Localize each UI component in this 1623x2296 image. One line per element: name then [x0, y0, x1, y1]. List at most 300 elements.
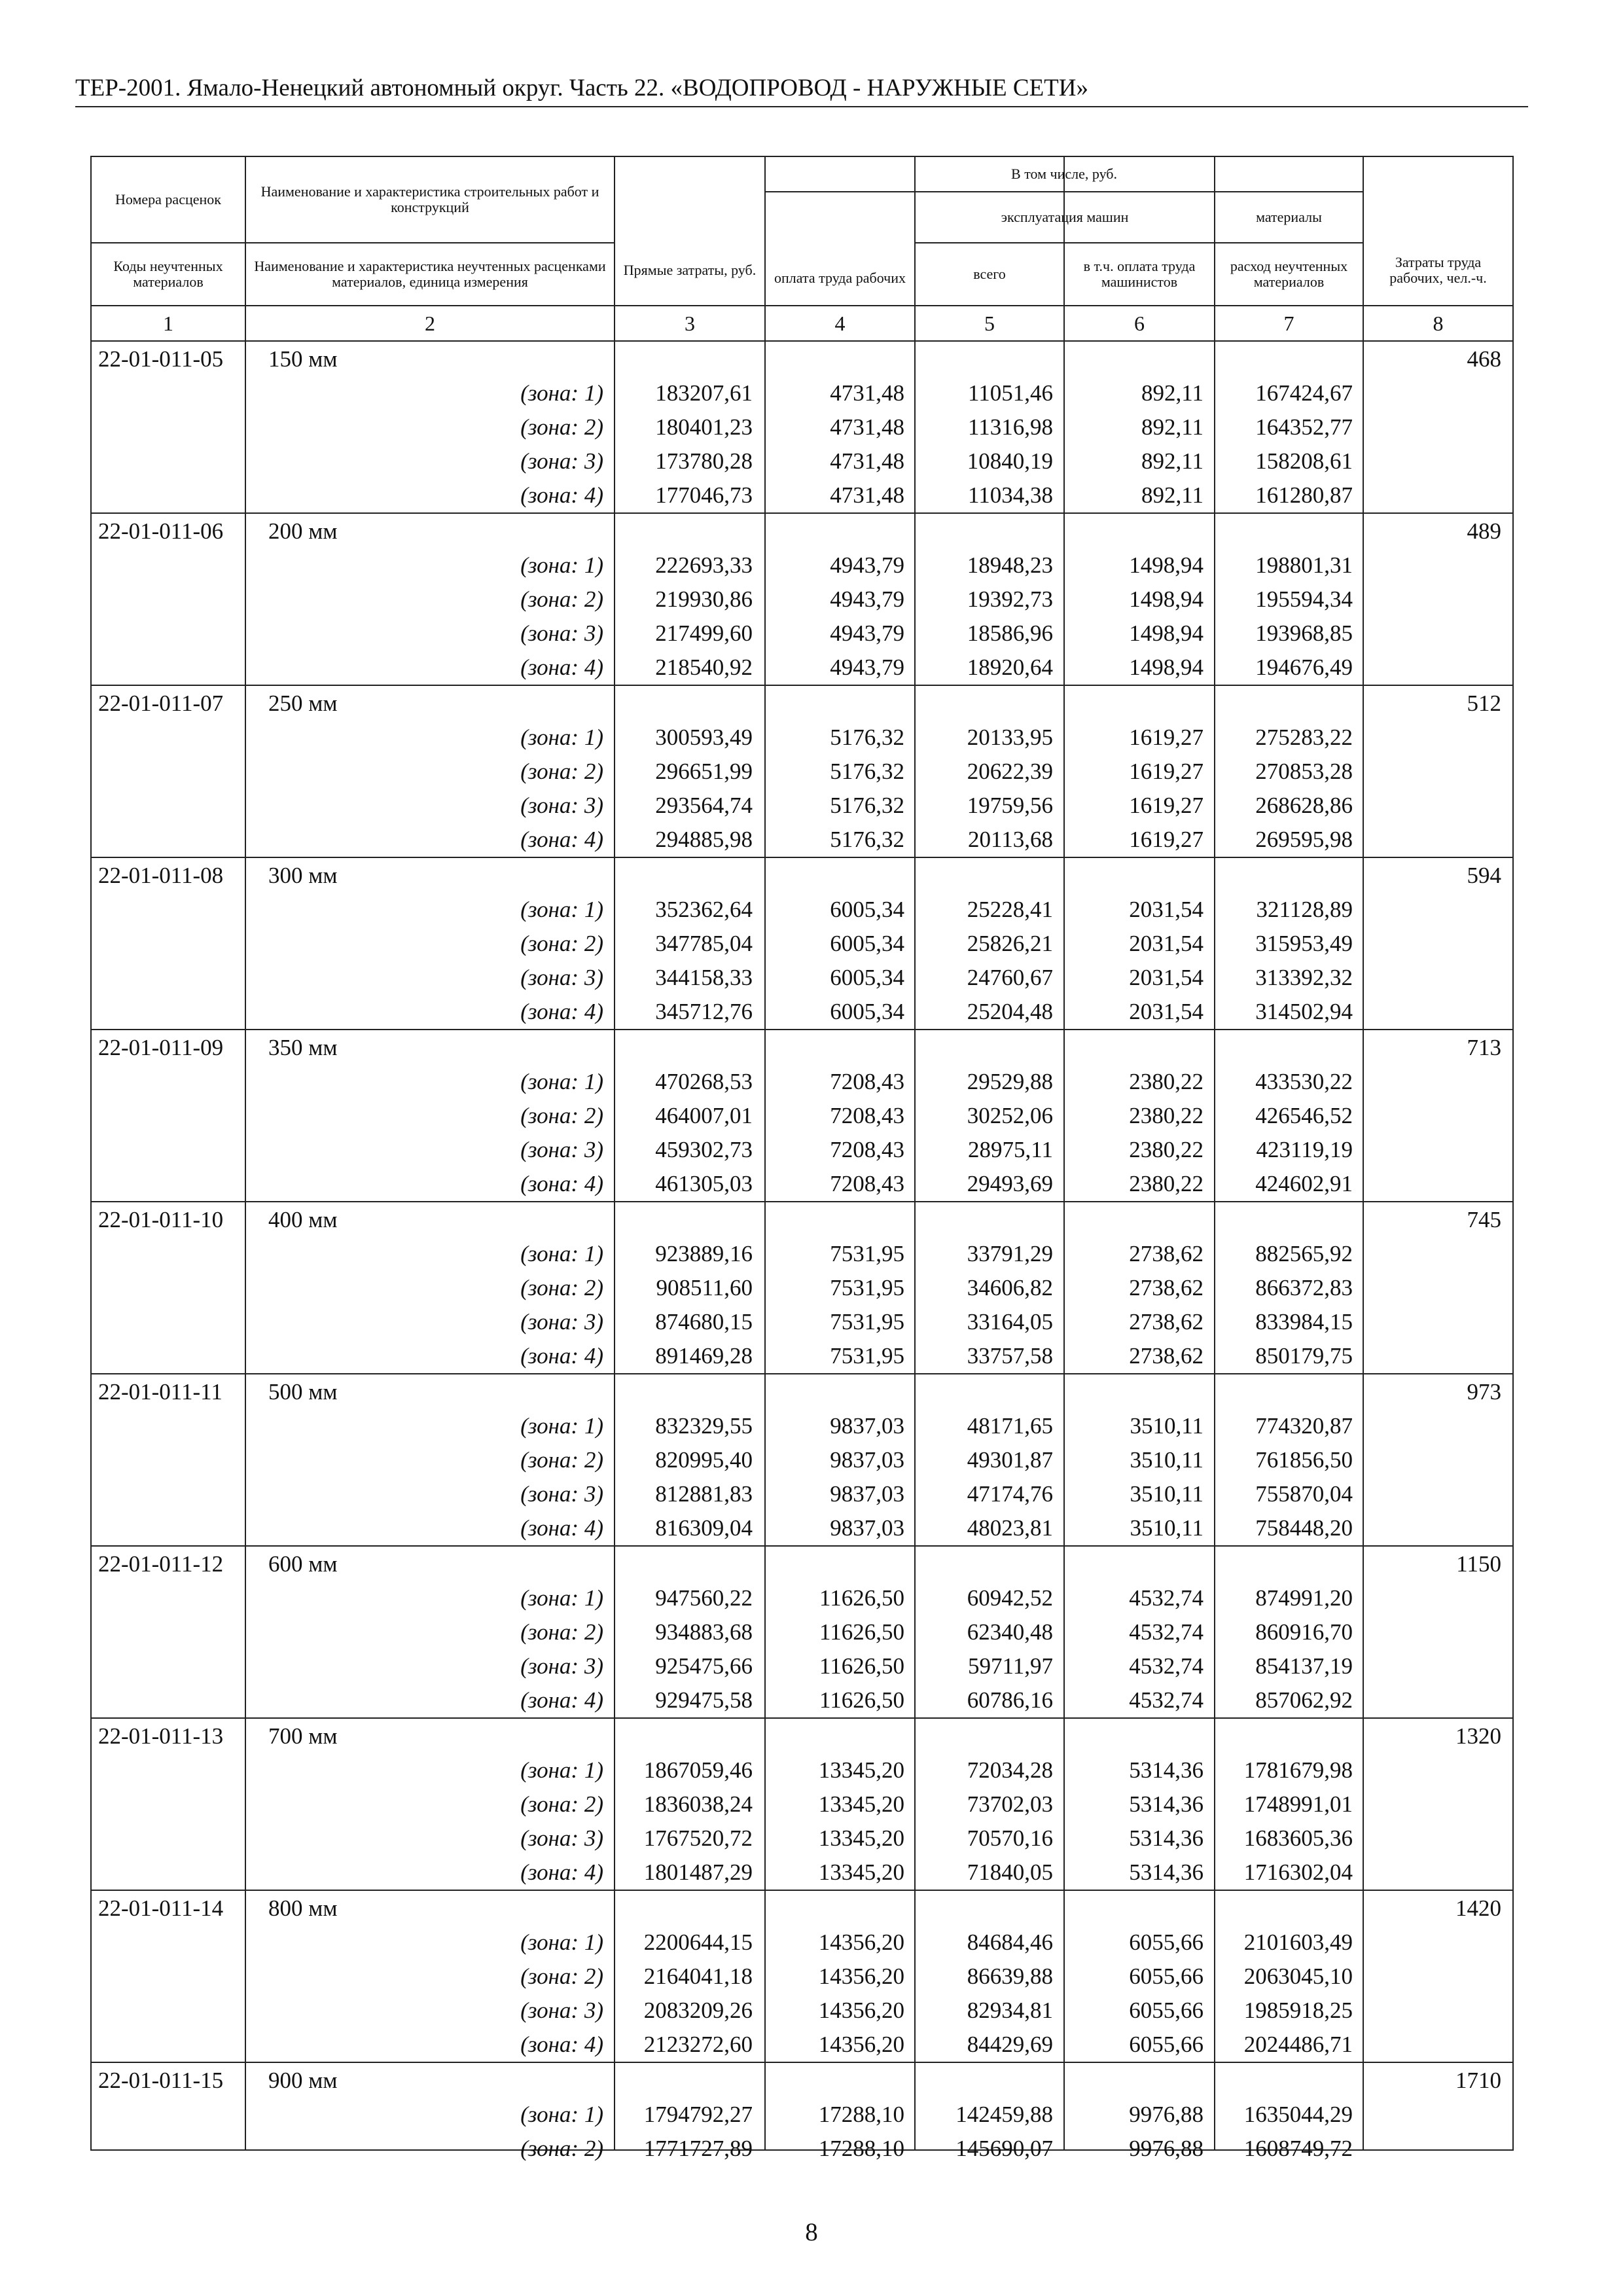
- value-cell: 194676,49: [1255, 655, 1353, 680]
- row-group-divider: [90, 1717, 1514, 1719]
- value-cell: 3510,11: [1130, 1515, 1204, 1541]
- value-cell: 2083209,26: [643, 1998, 753, 2023]
- work-name: 400 мм: [268, 1207, 338, 1232]
- zone-label: (зона: 3): [520, 448, 603, 474]
- value-cell: 6005,34: [830, 931, 904, 956]
- work-name: 500 мм: [268, 1379, 338, 1405]
- column-number: 7: [1283, 312, 1294, 335]
- value-cell: 3510,11: [1130, 1447, 1204, 1473]
- value-cell: 11626,50: [819, 1653, 904, 1679]
- value-cell: 313392,32: [1255, 965, 1353, 990]
- value-cell: 874991,20: [1255, 1585, 1353, 1611]
- value-cell: 7531,95: [830, 1241, 904, 1266]
- header-work-name: Наименование и характеристика строительных работ и конструкций: [260, 183, 599, 215]
- value-cell: 7531,95: [830, 1275, 904, 1300]
- value-cell: 761856,50: [1255, 1447, 1353, 1473]
- value-cell: 48171,65: [967, 1413, 1053, 1439]
- value-cell: 2738,62: [1129, 1343, 1204, 1369]
- value-cell: 275283,22: [1255, 725, 1353, 750]
- value-cell: 82934,81: [967, 1998, 1053, 2023]
- value-cell: 49301,87: [967, 1447, 1053, 1473]
- labor-costs: 1420: [1455, 1895, 1501, 1921]
- zone-label: (зона: 4): [520, 655, 603, 680]
- zone-label: (зона: 3): [520, 1137, 603, 1162]
- labor-costs: 973: [1467, 1379, 1501, 1405]
- value-cell: 3510,11: [1130, 1413, 1204, 1439]
- value-cell: 1767520,72: [643, 1825, 753, 1851]
- zone-label: (зона: 2): [520, 931, 603, 956]
- value-cell: 1498,94: [1129, 620, 1204, 646]
- value-cell: 1771727,89: [643, 2136, 753, 2161]
- header-rule: [75, 106, 1528, 107]
- value-cell: 2063045,10: [1243, 1964, 1353, 1989]
- header-rate-numbers: Номера расценок: [115, 191, 221, 207]
- value-cell: 3510,11: [1130, 1481, 1204, 1507]
- value-cell: 11316,98: [968, 414, 1053, 440]
- value-cell: 2380,22: [1129, 1069, 1204, 1094]
- value-cell: 923889,16: [655, 1241, 753, 1266]
- value-cell: 4943,79: [830, 586, 904, 612]
- value-cell: 4532,74: [1129, 1653, 1204, 1679]
- value-cell: 20622,39: [967, 759, 1053, 784]
- value-cell: 17288,10: [818, 2102, 904, 2127]
- value-cell: 424602,91: [1255, 1171, 1353, 1196]
- value-cell: 4532,74: [1129, 1687, 1204, 1713]
- value-cell: 24760,67: [967, 965, 1053, 990]
- labor-costs: 1320: [1455, 1723, 1501, 1749]
- value-cell: 293564,74: [655, 793, 753, 818]
- value-cell: 820995,40: [655, 1447, 753, 1473]
- value-cell: 2738,62: [1129, 1309, 1204, 1335]
- value-cell: 195594,34: [1255, 586, 1353, 612]
- zone-label: (зона: 3): [520, 1653, 603, 1679]
- value-cell: 72034,28: [967, 1757, 1053, 1783]
- zone-label: (зона: 3): [520, 793, 603, 818]
- zone-label: (зона: 4): [520, 1687, 603, 1713]
- zone-label: (зона: 1): [520, 725, 603, 750]
- zone-label: (зона: 1): [520, 1757, 603, 1783]
- value-cell: 315953,49: [1255, 931, 1353, 956]
- zone-label: (зона: 4): [520, 2032, 603, 2057]
- value-cell: 177046,73: [655, 482, 753, 508]
- value-cell: 1716302,04: [1243, 1859, 1353, 1885]
- zone-label: (зона: 2): [520, 1964, 603, 1989]
- value-cell: 6055,66: [1129, 1929, 1204, 1955]
- value-cell: 1836038,24: [643, 1791, 753, 1817]
- work-name: 900 мм: [268, 2068, 338, 2093]
- value-cell: 5176,32: [830, 759, 904, 784]
- value-cell: 18920,64: [967, 655, 1053, 680]
- value-cell: 180401,23: [655, 414, 753, 440]
- zone-label: (зона: 4): [520, 482, 603, 508]
- row-group-divider: [90, 1029, 1514, 1030]
- value-cell: 1619,27: [1129, 793, 1204, 818]
- zone-label: (зона: 2): [520, 1275, 603, 1300]
- zone-label: (зона: 2): [520, 1619, 603, 1645]
- header-including: В том числе, руб.: [1011, 166, 1117, 182]
- value-cell: 25204,48: [967, 999, 1053, 1024]
- header-machines: эксплуатация машин: [1001, 209, 1129, 225]
- zone-label: (зона: 1): [520, 1585, 603, 1611]
- value-cell: 218540,92: [655, 655, 753, 680]
- labor-costs: 468: [1467, 346, 1501, 372]
- value-cell: 6055,66: [1129, 1964, 1204, 1989]
- header-line: [764, 191, 1364, 192]
- value-cell: 167424,67: [1255, 380, 1353, 406]
- header-line: [90, 242, 614, 243]
- zone-label: (зона: 3): [520, 1998, 603, 2023]
- labor-costs: 1710: [1455, 2068, 1501, 2093]
- value-cell: 5314,36: [1129, 1791, 1204, 1817]
- zone-label: (зона: 2): [520, 1103, 603, 1128]
- value-cell: 892,11: [1141, 482, 1204, 508]
- value-cell: 6055,66: [1129, 2032, 1204, 2057]
- column-number: 1: [163, 312, 173, 335]
- zone-label: (зона: 1): [520, 1413, 603, 1439]
- value-cell: 4731,48: [830, 448, 904, 474]
- value-cell: 908511,60: [656, 1275, 753, 1300]
- zone-label: (зона: 2): [520, 586, 603, 612]
- value-cell: 14356,20: [818, 1929, 904, 1955]
- value-cell: 352362,64: [655, 897, 753, 922]
- value-cell: 70570,16: [967, 1825, 1053, 1851]
- row-group-divider: [90, 2062, 1514, 2063]
- header-labor-pay: оплата труда рабочих: [774, 270, 906, 286]
- value-cell: 947560,22: [655, 1585, 753, 1611]
- header-direct-costs: Прямые затраты, руб.: [623, 262, 757, 278]
- value-cell: 193968,85: [1255, 620, 1353, 646]
- work-name: 200 мм: [268, 518, 338, 544]
- value-cell: 11626,50: [819, 1585, 904, 1611]
- value-cell: 34606,82: [967, 1275, 1053, 1300]
- value-cell: 33791,29: [967, 1241, 1053, 1266]
- value-cell: 7531,95: [830, 1309, 904, 1335]
- value-cell: 164352,77: [1255, 414, 1353, 440]
- value-cell: 13345,20: [818, 1825, 904, 1851]
- value-cell: 2738,62: [1129, 1275, 1204, 1300]
- header-materials: материалы: [1256, 209, 1322, 225]
- value-cell: 1781679,98: [1243, 1757, 1353, 1783]
- value-cell: 29529,88: [967, 1069, 1053, 1094]
- column-number: 3: [685, 312, 695, 335]
- value-cell: 25228,41: [967, 897, 1053, 922]
- row-group-divider: [90, 1890, 1514, 1891]
- value-cell: 755870,04: [1255, 1481, 1353, 1507]
- value-cell: 5314,36: [1129, 1859, 1204, 1885]
- labor-costs: 594: [1467, 863, 1501, 888]
- rate-code: 22-01-011-08: [98, 863, 224, 888]
- value-cell: 5176,32: [830, 793, 904, 818]
- value-cell: 4731,48: [830, 380, 904, 406]
- value-cell: 1683605,36: [1243, 1825, 1353, 1851]
- value-cell: 344158,33: [655, 965, 753, 990]
- value-cell: 874680,15: [655, 1309, 753, 1335]
- zone-label: (зона: 1): [520, 897, 603, 922]
- value-cell: 866372,83: [1255, 1275, 1353, 1300]
- value-cell: 9837,03: [830, 1447, 904, 1473]
- value-cell: 423119,19: [1256, 1137, 1353, 1162]
- labor-costs: 745: [1467, 1207, 1501, 1232]
- zone-label: (зона: 2): [520, 414, 603, 440]
- value-cell: 60942,52: [967, 1585, 1053, 1611]
- zone-label: (зона: 1): [520, 1069, 603, 1094]
- value-cell: 2380,22: [1129, 1137, 1204, 1162]
- work-name: 250 мм: [268, 691, 338, 716]
- value-cell: 219930,86: [655, 586, 753, 612]
- value-cell: 28975,11: [968, 1137, 1053, 1162]
- zone-label: (зона: 1): [520, 2102, 603, 2127]
- value-cell: 2380,22: [1129, 1103, 1204, 1128]
- value-cell: 929475,58: [655, 1687, 753, 1713]
- rate-code: 22-01-011-07: [98, 691, 224, 716]
- zone-label: (зона: 1): [520, 1241, 603, 1266]
- value-cell: 11626,50: [819, 1619, 904, 1645]
- value-cell: 812881,83: [655, 1481, 753, 1507]
- value-cell: 850179,75: [1255, 1343, 1353, 1369]
- zone-label: (зона: 3): [520, 620, 603, 646]
- value-cell: 4943,79: [830, 552, 904, 578]
- value-cell: 222693,33: [655, 552, 753, 578]
- column-number: 4: [834, 312, 846, 335]
- value-cell: 294885,98: [655, 827, 753, 852]
- zone-label: (зона: 3): [520, 1481, 603, 1507]
- rate-code: 22-01-011-13: [98, 1723, 224, 1749]
- rate-code: 22-01-011-11: [98, 1379, 223, 1405]
- header-line: [90, 340, 1514, 342]
- value-cell: 10840,19: [967, 448, 1053, 474]
- value-cell: 1498,94: [1129, 586, 1204, 612]
- value-cell: 11626,50: [819, 1687, 904, 1713]
- value-cell: 2738,62: [1129, 1241, 1204, 1266]
- rate-code: 22-01-011-05: [98, 346, 224, 372]
- value-cell: 854137,19: [1255, 1653, 1353, 1679]
- labor-costs: 713: [1467, 1035, 1501, 1060]
- value-cell: 4943,79: [830, 655, 904, 680]
- value-cell: 7208,43: [830, 1103, 904, 1128]
- value-cell: 60786,16: [967, 1687, 1053, 1713]
- column-number: 2: [425, 312, 435, 335]
- value-cell: 9837,03: [830, 1481, 904, 1507]
- value-cell: 268628,86: [1255, 793, 1353, 818]
- zone-label: (зона: 2): [520, 2136, 603, 2161]
- value-cell: 1619,27: [1129, 827, 1204, 852]
- value-cell: 470268,53: [655, 1069, 753, 1094]
- value-cell: 2031,54: [1129, 897, 1204, 922]
- zone-label: (зона: 1): [520, 1929, 603, 1955]
- header-line: [914, 242, 1364, 243]
- row-group-divider: [90, 685, 1514, 686]
- column-divider: [1363, 156, 1364, 2149]
- value-cell: 1794792,27: [643, 2102, 753, 2127]
- value-cell: 173780,28: [655, 448, 753, 474]
- value-cell: 433530,22: [1255, 1069, 1353, 1094]
- value-cell: 62340,48: [967, 1619, 1053, 1645]
- value-cell: 300593,49: [655, 725, 753, 750]
- value-cell: 314502,94: [1255, 999, 1353, 1024]
- work-name: 700 мм: [268, 1723, 338, 1749]
- value-cell: 1619,27: [1129, 759, 1204, 784]
- value-cell: 84429,69: [967, 2032, 1053, 2057]
- value-cell: 9976,88: [1129, 2102, 1204, 2127]
- value-cell: 270853,28: [1255, 759, 1353, 784]
- value-cell: 33757,58: [967, 1343, 1053, 1369]
- value-cell: 5314,36: [1129, 1757, 1204, 1783]
- zone-label: (зона: 4): [520, 999, 603, 1024]
- value-cell: 5176,32: [830, 827, 904, 852]
- value-cell: 5176,32: [830, 725, 904, 750]
- zone-label: (зона: 4): [520, 1515, 603, 1541]
- work-name: 300 мм: [268, 863, 338, 888]
- value-cell: 1498,94: [1129, 552, 1204, 578]
- value-cell: 11051,46: [968, 380, 1053, 406]
- value-cell: 464007,01: [655, 1103, 753, 1128]
- value-cell: 18586,96: [967, 620, 1053, 646]
- value-cell: 461305,03: [655, 1171, 753, 1196]
- header-material-codes: Коды неучтенных материалов: [113, 258, 223, 290]
- zone-label: (зона: 4): [520, 827, 603, 852]
- labor-costs: 1150: [1456, 1551, 1501, 1577]
- value-cell: 161280,87: [1255, 482, 1353, 508]
- value-cell: 857062,92: [1255, 1687, 1353, 1713]
- rate-code: 22-01-011-14: [98, 1895, 224, 1921]
- zone-label: (зона: 2): [520, 1791, 603, 1817]
- value-cell: 47174,76: [967, 1481, 1053, 1507]
- value-cell: 1619,27: [1129, 725, 1204, 750]
- value-cell: 6055,66: [1129, 1998, 1204, 2023]
- value-cell: 2200644,15: [643, 1929, 753, 1955]
- row-group-divider: [90, 1545, 1514, 1547]
- value-cell: 758448,20: [1255, 1515, 1353, 1541]
- value-cell: 269595,98: [1255, 827, 1353, 852]
- value-cell: 1608749,72: [1243, 2136, 1353, 2161]
- value-cell: 14356,20: [818, 1964, 904, 1989]
- zone-label: (зона: 4): [520, 1343, 603, 1369]
- value-cell: 2024486,71: [1243, 2032, 1353, 2057]
- row-group-divider: [90, 857, 1514, 858]
- value-cell: 321128,89: [1256, 897, 1353, 922]
- header-materials-unaccounted: расход неучтенных материалов: [1230, 258, 1348, 290]
- value-cell: 2380,22: [1129, 1171, 1204, 1196]
- value-cell: 891469,28: [655, 1343, 753, 1369]
- column-number: 5: [984, 312, 995, 335]
- labor-costs: 489: [1467, 518, 1501, 544]
- value-cell: 5314,36: [1129, 1825, 1204, 1851]
- value-cell: 459302,73: [655, 1137, 753, 1162]
- value-cell: 4943,79: [830, 620, 904, 646]
- column-number: 8: [1433, 312, 1444, 335]
- value-cell: 2031,54: [1129, 931, 1204, 956]
- value-cell: 145690,07: [955, 2136, 1053, 2161]
- value-cell: 14356,20: [818, 2032, 904, 2057]
- zone-label: (зона: 2): [520, 1447, 603, 1473]
- rate-code: 22-01-011-09: [98, 1035, 224, 1060]
- work-name: 600 мм: [268, 1551, 338, 1577]
- row-group-divider: [90, 1373, 1514, 1374]
- rate-code: 22-01-011-10: [98, 1207, 224, 1232]
- header-material-name: Наименование и характеристика неучтенных расценками материалов, единица измерения: [254, 258, 606, 290]
- value-cell: 2101603,49: [1243, 1929, 1353, 1955]
- value-cell: 86639,88: [967, 1964, 1053, 1989]
- value-cell: 882565,92: [1255, 1241, 1353, 1266]
- value-cell: 7208,43: [830, 1069, 904, 1094]
- value-cell: 6005,34: [830, 965, 904, 990]
- value-cell: 13345,20: [818, 1859, 904, 1885]
- value-cell: 7531,95: [830, 1343, 904, 1369]
- rate-code: 22-01-011-06: [98, 518, 224, 544]
- value-cell: 816309,04: [655, 1515, 753, 1541]
- value-cell: 892,11: [1141, 414, 1204, 440]
- header-machines-total: всего: [973, 266, 1006, 282]
- value-cell: 25826,21: [967, 931, 1053, 956]
- zone-label: (зона: 3): [520, 1825, 603, 1851]
- value-cell: 860916,70: [1255, 1619, 1353, 1645]
- value-cell: 1635044,29: [1243, 2102, 1353, 2127]
- value-cell: 13345,20: [818, 1757, 904, 1783]
- value-cell: 1748991,01: [1243, 1791, 1353, 1817]
- value-cell: 774320,87: [1255, 1413, 1353, 1439]
- value-cell: 2164041,18: [643, 1964, 753, 1989]
- value-cell: 1867059,46: [643, 1757, 753, 1783]
- value-cell: 17288,10: [818, 2136, 904, 2161]
- zone-label: (зона: 1): [520, 380, 603, 406]
- value-cell: 1498,94: [1129, 655, 1204, 680]
- value-cell: 6005,34: [830, 897, 904, 922]
- header-labor-costs: Затраты труда рабочих, чел.-ч.: [1389, 254, 1487, 286]
- value-cell: 29493,69: [967, 1171, 1053, 1196]
- value-cell: 925475,66: [655, 1653, 753, 1679]
- value-cell: 158208,61: [1255, 448, 1353, 474]
- work-name: 800 мм: [268, 1895, 338, 1921]
- value-cell: 4532,74: [1129, 1585, 1204, 1611]
- value-cell: 2123272,60: [643, 2032, 753, 2057]
- value-cell: 19759,56: [967, 793, 1053, 818]
- value-cell: 4731,48: [830, 482, 904, 508]
- value-cell: 20133,95: [967, 725, 1053, 750]
- value-cell: 347785,04: [655, 931, 753, 956]
- row-group-divider: [90, 512, 1514, 514]
- value-cell: 71840,05: [967, 1859, 1053, 1885]
- zone-label: (зона: 4): [520, 1859, 603, 1885]
- value-cell: 9976,88: [1129, 2136, 1204, 2161]
- column-number: 6: [1134, 312, 1145, 335]
- value-cell: 7208,43: [830, 1171, 904, 1196]
- value-cell: 934883,68: [655, 1619, 753, 1645]
- value-cell: 832329,55: [655, 1413, 753, 1439]
- value-cell: 2031,54: [1129, 965, 1204, 990]
- value-cell: 48023,81: [967, 1515, 1053, 1541]
- rate-code: 22-01-011-15: [98, 2068, 224, 2093]
- value-cell: 84684,46: [967, 1929, 1053, 1955]
- value-cell: 2031,54: [1129, 999, 1204, 1024]
- value-cell: 217499,60: [655, 620, 753, 646]
- value-cell: 30252,06: [967, 1103, 1053, 1128]
- value-cell: 33164,05: [967, 1309, 1053, 1335]
- value-cell: 1985918,25: [1243, 1998, 1353, 2023]
- value-cell: 73702,03: [967, 1791, 1053, 1817]
- value-cell: 20113,68: [968, 827, 1053, 852]
- zone-label: (зона: 3): [520, 965, 603, 990]
- zone-label: (зона: 1): [520, 552, 603, 578]
- value-cell: 198801,31: [1255, 552, 1353, 578]
- page-number: 8: [805, 2218, 818, 2246]
- labor-costs: 512: [1467, 691, 1501, 716]
- value-cell: 426546,52: [1255, 1103, 1353, 1128]
- running-header: ТЕР-2001. Ямало-Ненецкий автономный округ. Часть 22. «ВОДОПРОВОД - НАРУЖНЫЕ СЕТИ»: [75, 75, 1089, 101]
- value-cell: 13345,20: [818, 1791, 904, 1817]
- value-cell: 18948,23: [967, 552, 1053, 578]
- value-cell: 345712,76: [655, 999, 753, 1024]
- value-cell: 7208,43: [830, 1137, 904, 1162]
